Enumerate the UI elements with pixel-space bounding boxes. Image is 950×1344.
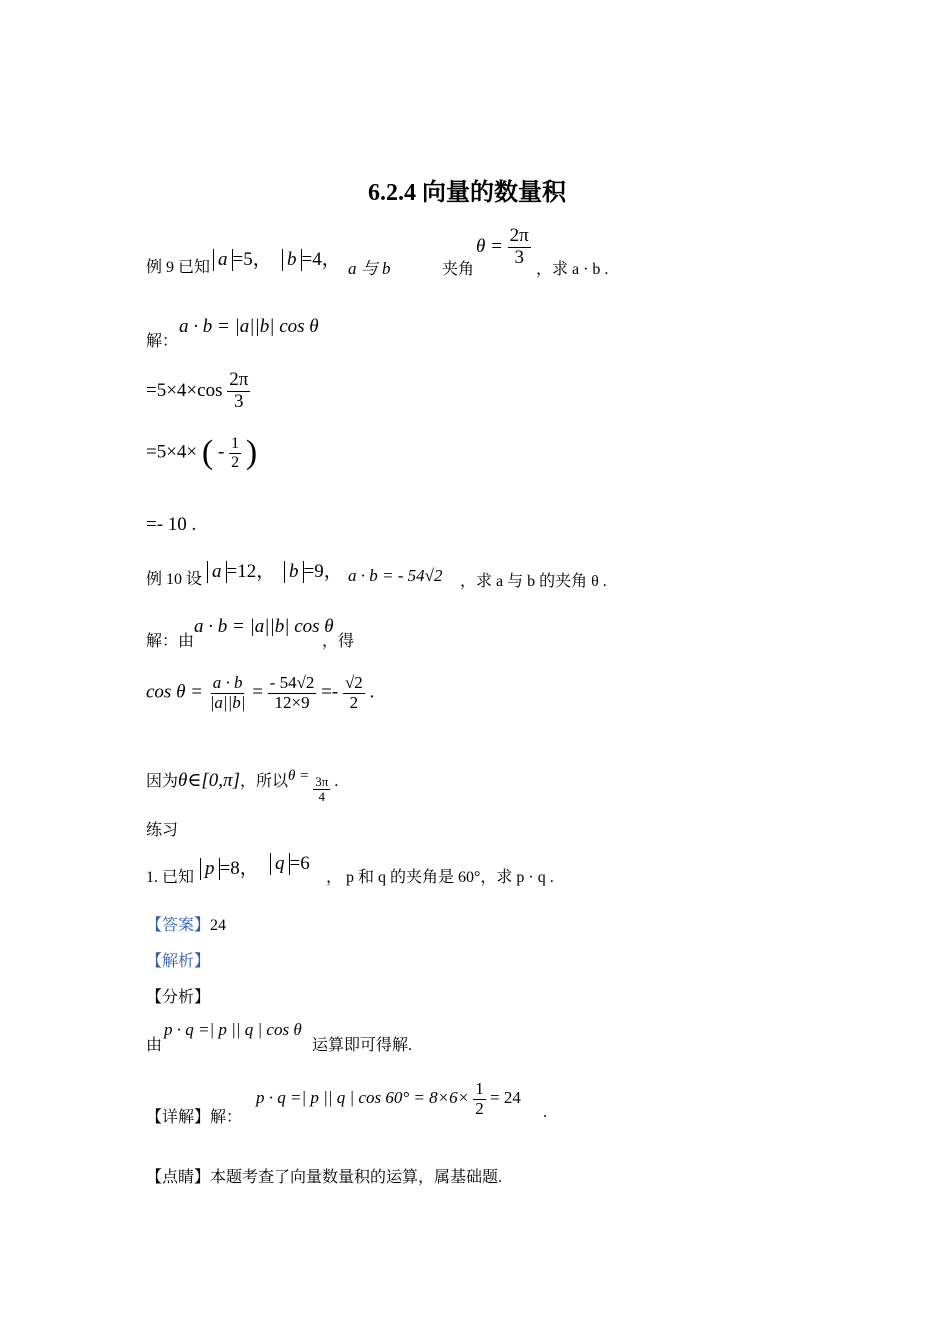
ex10-abs-b: b =9， [284, 556, 343, 583]
because-label: 因为 [146, 773, 179, 790]
sol9-line3-prefix: =5×4× [146, 441, 198, 463]
q1-rest: ， p 和 q 的夹角是 60°，求 p · q . [326, 869, 554, 886]
xj-num: 1 [475, 1079, 484, 1098]
sol10-f3-den: 2 [349, 692, 359, 712]
sol9-line3: =5×4× ( - $\frac{1}{2}$ ) [146, 434, 258, 471]
sol9-line2-den: 3 [234, 390, 244, 412]
ex9-theta-frac [476, 226, 531, 269]
ex9-comma: ， [252, 249, 272, 270]
sol9-line3-sign: - [217, 441, 225, 463]
so-label: ，所以 [239, 773, 288, 790]
q1-p: p [200, 858, 220, 880]
ex9-ask: ，求 a · b . [536, 261, 609, 278]
ex10-dot: a · b = - 54√2 [348, 566, 443, 585]
fenxi-tag: 【分析】 [146, 989, 211, 1006]
f4-den: 4 [318, 789, 326, 805]
fenxi-formula: p · q =| p || q | cos θ [164, 1020, 302, 1039]
answer-value: 24 [210, 917, 227, 934]
sol9-line2-prefix: =5×4×cos [146, 379, 223, 401]
xiangjie-tag: 【详解】解： [146, 1109, 243, 1126]
sol10-f2-den: 12×9 [274, 692, 310, 712]
xiangjie-formula [256, 1080, 521, 1118]
ex10-ask: ，求 a 与 b 的夹角 θ . [460, 573, 607, 590]
dianjing: 【点睛】本题考查了向量数量积的运算，属基础题. [146, 1169, 503, 1186]
practice-heading: 练习 [146, 822, 179, 839]
answer-line [146, 912, 226, 935]
ex10-abs-a: a =12， [207, 556, 275, 583]
ex9-frac-num: 2π [509, 225, 529, 246]
sol10-line1: a · b = |a||b| cos θ [194, 616, 334, 637]
q1-abs-q [270, 853, 310, 875]
ex9-a: a [213, 249, 233, 271]
sol10-prefix: 解：由 [146, 633, 195, 650]
ex9-b-val: =4 [301, 249, 322, 270]
sol10-eq2: =- [321, 681, 339, 703]
q1-q: q [270, 853, 290, 875]
theta-eq: θ = [288, 768, 310, 784]
ex9-b: b [282, 249, 302, 271]
sol9-line4: =- 10 . [146, 514, 197, 535]
sol9-line3-den: 2 [231, 453, 240, 471]
sol9-line3-num: 1 [231, 434, 240, 452]
ex9-abs-a [213, 244, 272, 271]
analysis-tag: 【解析】 [146, 953, 211, 970]
ex9-abs-b [282, 244, 341, 271]
ex9-comma2: ， [321, 249, 341, 270]
sol10-f3-num: √2 [344, 673, 363, 692]
sol10-eq: = [252, 681, 263, 703]
fenxi-prefix: 由 [146, 1037, 163, 1054]
because-end: . [334, 773, 339, 790]
sol10-cos-prefix: cos θ = [146, 681, 203, 703]
sol9-prefix: 解： [146, 333, 179, 350]
sol9-line2-num: 2π [229, 369, 249, 390]
ex9-label: 例 9 已知 [146, 259, 211, 276]
because-line [146, 768, 338, 805]
xiangjie-dot: . [543, 1104, 547, 1121]
page-title: 6.2.4 向量的数量积 [368, 180, 566, 206]
xj-formula: p · q =| p || q | cos 60° = 8×6× [256, 1088, 470, 1108]
ex9-a-val: =5 [232, 249, 253, 270]
q1-p-val: =8 [219, 858, 240, 879]
ex9-theta: θ = [476, 235, 503, 257]
ex10-b: b [284, 561, 304, 583]
ex10-a-val: =12 [226, 561, 257, 582]
sol10-f1-den: |a||b| [209, 692, 246, 712]
sol9-line1: a · b = |a||b| cos θ [179, 316, 319, 337]
sol10-f2-num: - 54√2 [269, 673, 315, 692]
q1-q-val: =6 [289, 853, 310, 874]
ex9-frac-den: 3 [514, 246, 524, 268]
q1-label: 1. 已知 [146, 869, 195, 886]
sol10-suffix: ，得 [322, 633, 355, 650]
q1-abs-p: p =8， [200, 853, 259, 880]
sol10-end: . [369, 681, 375, 703]
theta-range: θ∈[0,π] [178, 770, 240, 791]
ex10-b-val: =9 [303, 561, 324, 582]
sol10-cos-line [146, 674, 374, 712]
xj-den: 2 [475, 1098, 484, 1118]
sol10-f1-num: a · b [212, 673, 243, 692]
answer-tag: 【答案】 [146, 917, 211, 934]
ex9-angle: 夹角 [442, 261, 475, 278]
sol9-line2 [146, 370, 250, 413]
ex9-a-with-b: a 与 b [348, 259, 391, 278]
ex10-a: a [207, 561, 227, 583]
f4-num: 3π [315, 774, 329, 789]
xj-end: = 24 [490, 1088, 521, 1108]
ex10-label: 例 10 设 [146, 571, 203, 588]
fenxi-suffix: 运算即可得解. [312, 1037, 413, 1054]
